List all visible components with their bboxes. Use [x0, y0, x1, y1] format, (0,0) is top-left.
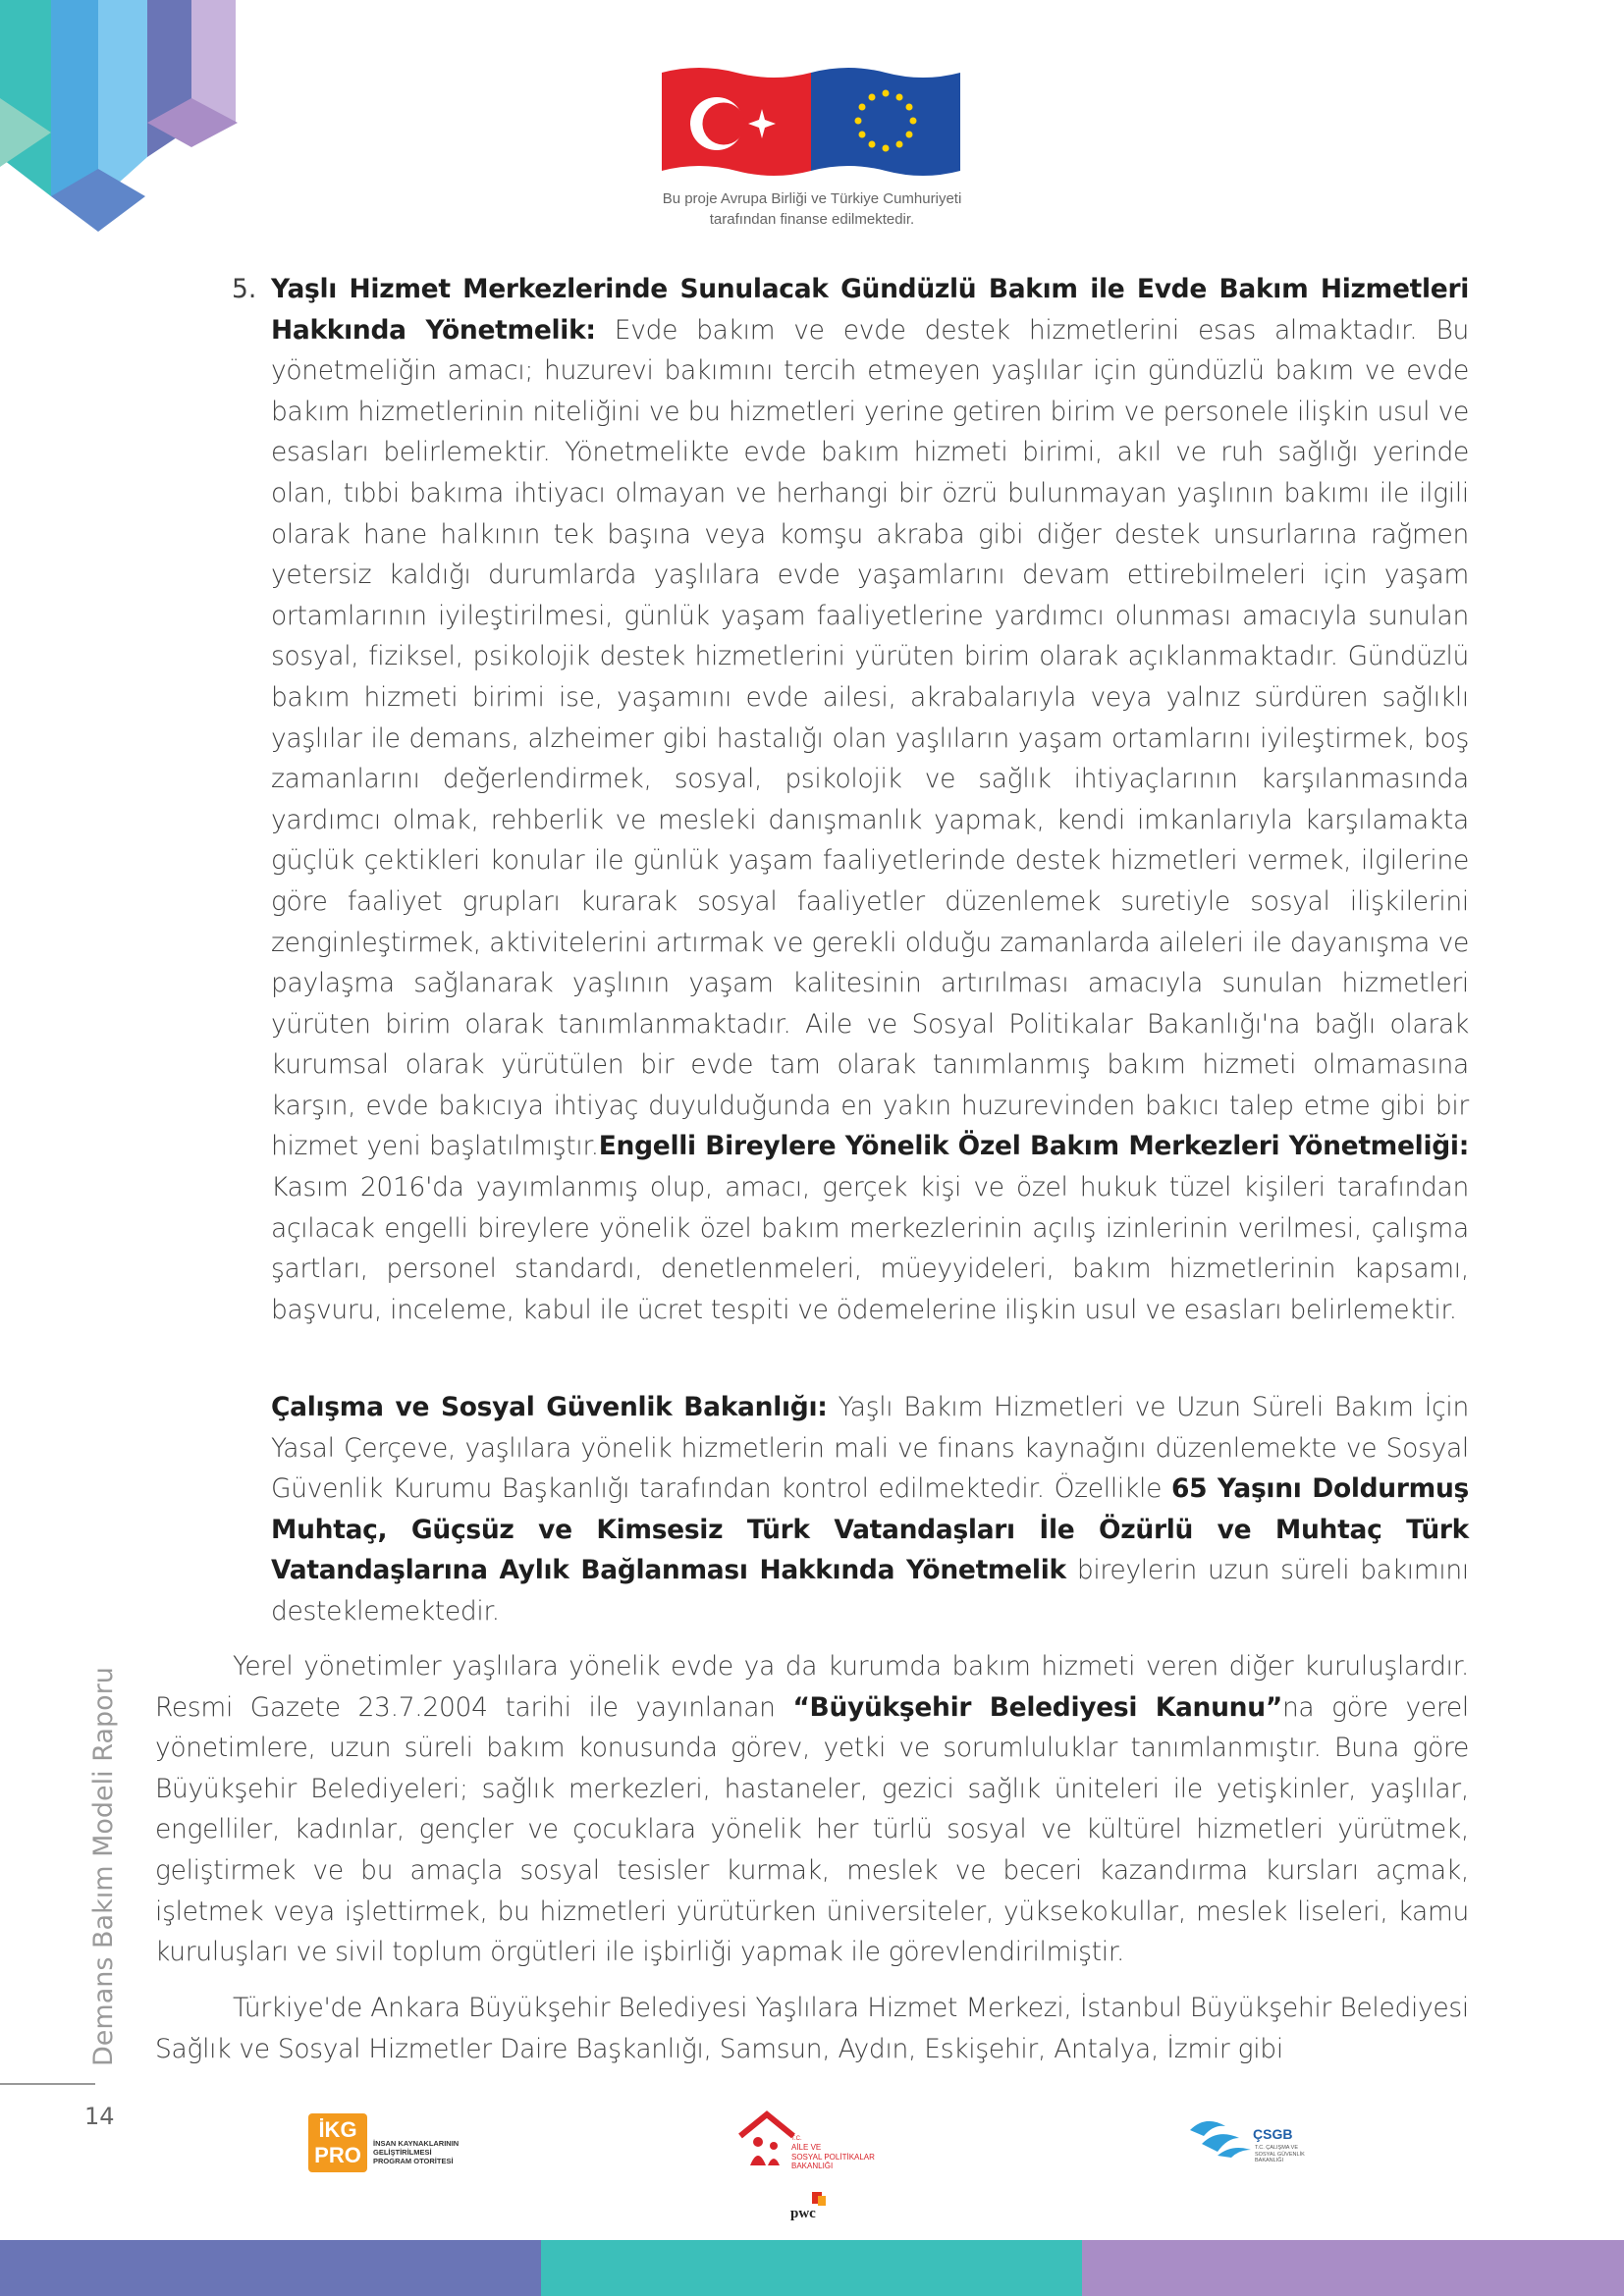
footer-bar-segment-blue [0, 2240, 541, 2296]
csgb-heading: Çalışma ve Sosyal Güvenlik Bakanlığı: [271, 1392, 828, 1422]
item5-heading-2: Engelli Bireylere Yönelik Özel Bakım Merkezleri Yönetmeliği: [598, 1131, 1469, 1162]
ikg-line-2: GELİŞTİRİLMESİ [373, 2148, 432, 2157]
ikg-logo-text: İKG [318, 2117, 357, 2142]
footer-color-bar [0, 2240, 1624, 2296]
ikg-line-3: PROGRAM OTORİTESİ [373, 2157, 454, 2165]
ikg-pro-logo [308, 2113, 485, 2172]
page-number-rule [0, 2083, 95, 2085]
turkey-flag-icon [662, 67, 811, 177]
aile-ve-sosyal-politikalar-logo [736, 2110, 903, 2179]
csgb-paragraph [271, 1387, 1469, 1632]
item5-heading: Yaşlı Hizmet Merkezlerinde Sunulacak Gündüzlü Bakım ile Evde Bakım Hizmetleri Hakkında Yönetmelik: [271, 274, 1469, 346]
local-text-2: na göre yerel yönetimlere, uzun süreli bakım konusunda görev, yetki ve sorumluluklar tanımlanmıştır. Buna göre Büyükşehir Belediyeleri; sağlık merkezleri, hastaneler, gezici sağlık üniteleri ile yetişkinler, yaşlılar, engelliler, kadınlar, gençler ve çocuklara yönelik her türlü sosyal ve kültürel hizmetleri yürütmek, geliştirmek ve bu amaçla sosyal tesisler kurmak, meslek ve beceri kazandırma kursları açmak, işletmek veya işlettirmek, bu hizmetleri yürütürken üniversiteler, yüksekokullar, meslek liseleri, kamu kuruluşları ve sivil toplum örgütleri ile işbirliği yapmak ile görevlendirilmiştir. [155, 1691, 1469, 1968]
page-number: 14 [84, 2103, 115, 2130]
aile-tc: T.C. [791, 2136, 802, 2142]
turkey-text: Türkiye'de Ankara Büyükşehir Belediyesi Yaşlılara Hizmet Merkezi, İstanbul Büyükşehir Belediyesi Sağlık ve Sosyal Hizmetler Daire Başkanlığı, Samsun, Aydın, Eskişehir, Antalya, İzmir gibi [155, 1993, 1469, 2064]
item5-text-2: Kasım 2016'da yayımlanmış olup, amacı, gerçek kişi ve özel hukuk tüzel kişileri tarafından açılacak engelli bireylere yönelik özel bakım merkezlerinin açılış izinlerinin verilmesi, çalışma şartları, personel standardı, denetlenmeleri, müeyyideleri, bakım hizmetlerinin kapsamı, başvuru, inceleme, kabul ile ücret tespiti ve ödemelerine ilişkin usul ve esasları belirlemektir. [271, 1172, 1469, 1325]
csgb-line-3: BAKANLIĞI [1255, 2158, 1284, 2163]
csgb-wave-icon [1188, 2114, 1253, 2158]
eu-flag-icon [811, 67, 960, 177]
funding-note-line-1: Bu proje Avrupa Birliği ve Türkiye Cumhuriyeti [662, 190, 962, 207]
pwc-mark-icon-2 [818, 2196, 826, 2206]
funding-note [616, 188, 1008, 230]
csgb-regulation: 65 Yaşını Doldurmuş Muhtaç, Güçsüz ve Kimsesiz Türk Vatandaşları İle Özürlü ve Muhtaç Türk Vatandaşlarına Aylık Bağlanması Hakkında Yönetmelik [271, 1473, 1469, 1586]
csgb-logo-text: ÇSGB [1253, 2126, 1293, 2142]
csgb-text-1: Yaşlı Bakım Hizmetleri ve Uzun Süreli Bakım İçin Yasal Çerçeve, yaşlılara yönelik hizmetlerin mali ve finans kaynağını düzenlemekte ve Sosyal Güvenlik Kurumu Başkanlığı tarafından kontrol edilmektedir. Özellikle [271, 1392, 1469, 1505]
csgb-line-1: T.C. ÇALIŞMA VE [1255, 2145, 1299, 2151]
ikg-logo-sub: PRO [314, 2143, 361, 2167]
item5-text-1: Evde bakım ve evde destek hizmetlerini esas almaktadır. Bu yönetmeliğin amacı; huzurevi bakımını tercih etmeyen yaşlılar için gündüzlü bakım ve evde bakım hizmetlerinin niteliğini ve bu hizmetleri yerine getiren birim ve personele ilişkin usul ve esasları belirlemektir. Yönetmelikte evde bakım hizmeti birimi, akıl ve ruh sağlığı yerinde olan, tıbbi bakıma ihtiyacı olmayan ve herhangi bir özrü bulunmayan yaşlının bakımı ile ilgili olarak hane halkının tek başına veya komşu akraba gibi diğer destek unsurlarına rağmen yetersiz kaldığı durumlarda yaşlılara evde yaşamlarını devam ettirebilmeleri için yaşam ortamlarının iyileştirilmesi, günlük yaşam faaliyetlerine yardımcı olunması amacıyla sunulan sosyal, fiziksel, psikolojik destek hizmetlerini yürüten birim olarak açıklanmaktadır. Gündüzlü bakım hizmeti birimi ise, yaşamını evde ailesi, akrabalarıyla veya yalnız sürdüren sağlıklı yaşlılar ile demans, alzheimer gibi hastalığı olan yaşlıların yaşam ortamlarını iyileştirmek, boş zamanlarını değerlendirmek, sosyal, psikolojik ve sağlık ihtiyaçlarının karşılanmasında yardımcı olmak, rehberlik ve mesleki danışmanlık yapmak, kendi imkanlarıyla karşılamakta güçlük çektikleri konular ile günlük yaşam faaliyetlerinde destek hizmetleri vermek, ilgilerine göre faaliyet grupları kurarak sosyal faaliyetler düzenlemek suretiyle sosyal ilişkilerini zenginleştirmek, aktivitelerini artırmak ve gerekli olduğu zamanlarda aileleri ile dayanışma ve paylaşma sağlanarak yaşlının yaşam kalitesinin artırılması amacıyla sunulan hizmetleri yürüten birim olarak tanımlanmaktadır. Aile ve Sosyal Politikalar Bakanlığı'na bağlı olarak kurumsal olarak yürütülen bir evde tam olarak tanımlanmış bakım hizmeti olmamasına karşın, evde bakıcıya ihtiyaç duyulduğunda en yakın huzurevinden bakıcı talep etme gibi bir hizmet yeni başlatılmıştır. [271, 314, 1469, 1162]
aile-line-1: AİLE VE [791, 2143, 822, 2152]
ikg-line-1: İNSAN KAYNAKLARININ [373, 2139, 460, 2148]
local-government-paragraph [155, 1646, 1469, 1973]
list-item-5-paragraph [271, 269, 1469, 1330]
footer-bar-segment-teal [541, 2240, 1082, 2296]
local-text-1: Yerel yönetimler yaşlılara yönelik evde ya da kurumda bakım hizmeti veren diğer kuruluşlardır. Resmi Gazete 23.7.2004 tarihi ile yayınlanan [155, 1651, 1469, 1723]
csgb-text-2: bireylerin uzun süreli bakımını desteklemektedir. [271, 1555, 1469, 1627]
ikg-logo-mark [308, 2113, 367, 2172]
funding-note-line-2: tarafından finanse edilmektedir. [709, 211, 915, 228]
csgb-line-2: SOSYAL GÜVENLİK [1255, 2151, 1305, 2158]
report-title-vertical: Demans Bakım Modeli Raporu [88, 1667, 119, 2066]
corner-decoration [0, 0, 245, 245]
local-law: “Büyükşehir Belediyesi Kanunu” [792, 1691, 1282, 1723]
turkey-paragraph [155, 1988, 1469, 2069]
pwc-text: pwc [790, 2206, 816, 2221]
footer-bar-segment-purple [1082, 2240, 1624, 2296]
aile-line-3: BAKANLIĞI [791, 2162, 834, 2170]
aile-line-2: SOSYAL POLİTİKALAR [791, 2152, 875, 2162]
aile-house-icon [736, 2110, 797, 2169]
list-item-number: 5. [232, 274, 257, 304]
pwc-logo [790, 2192, 830, 2225]
csgb-logo [1188, 2114, 1326, 2173]
